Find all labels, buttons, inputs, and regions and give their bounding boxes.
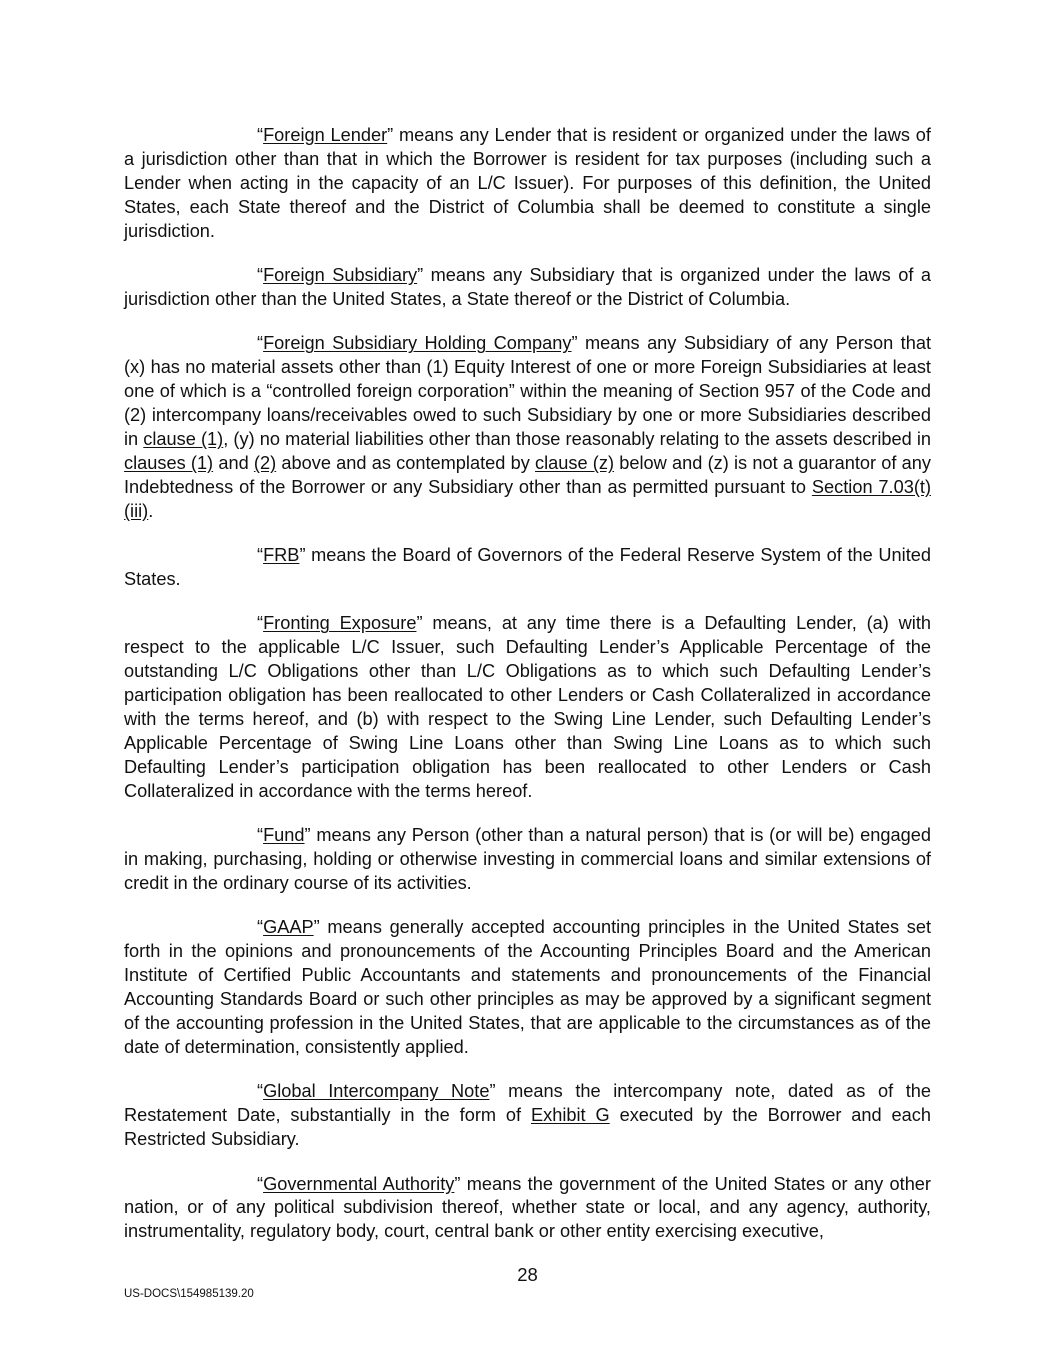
definition-fronting-exposure: “Fronting Exposure” means, at any time there is a Defaulting Lender, (a) with respect to the applicable L/C Issuer, such Defaulting Lender’s Applicable Percentage of the outstanding L/C Obligations other than L/C Obligations as to which such Defaulting Lender’s participation obligation has been reallocated to other Lenders or Cash Collateralized in accordance with the terms hereof, and (b) with respect to the Swing Line Lender, such Defaulting Lender’s Applicable Percentage of Swing Line Loans other than Swing Line Loans as to which such Defaulting Lender’s participation obligation has been reallocated to other Lenders or Cash Collateralized in accordance with the terms hereof. — [124, 613, 931, 801]
definition-global-intercompany-note: “Global Intercompany Note” means the intercompany note, dated as of the Restatement Date, substantially in the form of Exhibit G executed by the Borrower and each Restricted Subsidiary. — [124, 1081, 931, 1150]
cross-reference: clause (z) — [535, 452, 615, 473]
defined-term: Governmental Authority — [263, 1173, 455, 1194]
definition-text: and — [213, 452, 254, 473]
cross-reference: Exhibit G — [531, 1105, 610, 1126]
document-id: US-DOCS\154985139.20 — [124, 1288, 254, 1300]
definition-text: , (y) no material liabilities other than those reasonably relating to the assets described in — [223, 428, 931, 449]
definition-fund: “Fund” means any Person (other than a natural person) that is (or will be) engaged in making, purchasing, holding or otherwise investing in commercial loans and similar extensions of credit in the ordinary course of its activities. — [124, 825, 931, 893]
definition-foreign-subsidiary: “Foreign Subsidiary” means any Subsidiary that is organized under the laws of a jurisdiction other than the United States, a State thereof or the District of Columbia. — [124, 265, 931, 309]
defined-term: Fund — [263, 825, 305, 846]
definition-text: above and as contemplated by — [276, 452, 536, 473]
definition-foreign-lender: “Foreign Lender” means any Lender that is resident or organized under the laws of a jurisdiction other than that in which the Borrower is resident for tax purposes (including such a Lender when acting in the capacity of an L/C Issuer). For purposes of this definition, the United States, each State thereof and the District of Columbia shall be deemed to constitute a single jurisdiction. — [124, 125, 931, 241]
definition-gaap: “GAAP” means generally accepted accounting principles in the United States set forth in the opinions and pronouncements of the Accounting Principles Board and the American Institute of Certified Public Accountants and statements and pronouncements of the Financial Accounting Standards Board or such other principles as may be approved by a significant segment of the accounting profession in the United States, that are applicable to the circumstances as of the date of determination, consistently applied. — [124, 917, 931, 1057]
defined-term: GAAP — [263, 917, 314, 938]
document-body — [124, 124, 931, 1265]
definition-text: executed by the Borrower and each Restricted Subsidiary. — [124, 1105, 931, 1150]
definition-text: means the intercompany note, dated as of the Restatement Date, substantially in the form of — [124, 1081, 931, 1126]
definition-foreign-subsidiary-holding-company: “Foreign Subsidiary Holding Company” means any Subsidiary of any Person that (x) has no material assets other than (1) Equity Interest of one or more Foreign Subsidiaries at least one of which is a “controlled foreign corporation” within the meaning of Section 957 of the Code and (2) intercompany loans/receivables owed to such Subsidiary by one or more Subsidiaries described in clause (1), (y) no material liabilities other than those reasonably relating to the assets described in clauses (1) and (2) above and as contemplated by clause (z) below and (z) is not a guarantor of any Indebtedness of the Borrower or any Subsidiary other than as permitted pursuant to Section 7.03(t)(iii). — [124, 333, 931, 521]
definition-text: means the government of the United States or any other nation, or of any political subdivision thereof, whether state or local, and any agency, authority, instrumentality, regulatory body, court, central bank or other entity exercising executive, — [124, 1173, 931, 1242]
definition-text: means any Person (other than a natural person) that is (or will be) engaged in making, purchasing, holding or otherwise investing in commercial loans and similar extensions of credit in the ordinary course of its activities. — [124, 825, 931, 893]
definition-text: means any Lender that is resident or organized under the laws of a jurisdiction other than that in which the Borrower is resident for tax purposes (including such a Lender when acting in the capacity of an L/C Issuer). For purposes of this definition, the United States, each State thereof and the District of Columbia shall be deemed to constitute a single jurisdiction. — [124, 125, 931, 241]
cross-reference: clause (1) — [143, 428, 224, 449]
page-number: 28 — [517, 1264, 538, 1285]
defined-term: Foreign Subsidiary Holding Company — [263, 333, 572, 354]
definition-governmental-authority: “Governmental Authority” means the government of the United States or any other nation, or of any political subdivision thereof, whether state or local, and any agency, authority, instrumentality, regulatory body, court, central bank or other entity exercising executive, — [124, 1173, 931, 1242]
definition-frb: “FRB” means the Board of Governors of the Federal Reserve System of the United States. — [124, 545, 931, 589]
cross-reference: Section 7.03(t)(iii) — [124, 476, 931, 521]
defined-term: Global Intercompany Note — [263, 1081, 490, 1102]
defined-term: Foreign Lender — [263, 125, 388, 145]
definition-text: below and (z) is not a guarantor of any Indebtedness of the Borrower or any Subsidiary other than as permitted pursuant to — [124, 452, 931, 497]
definition-text: means any Subsidiary of any Person that (x) has no material assets other than (1) Equity Interest of one or more Foreign Subsidiaries at least one of which is a “controlled foreign corporation” within the meaning of Section 957 of the Code and (2) intercompany loans/receivables owed to such Subsidiary by one or more Subsidiaries described in — [124, 333, 931, 449]
cross-reference: clauses (1) — [124, 452, 214, 473]
definition-text: means generally accepted accounting principles in the United States set forth in the opinions and pronouncements of the Accounting Principles Board and the American Institute of Certified Public Accountants and statements and pronouncements of the Financial Accounting Standards Board or such other principles as may be approved by a significant segment of the accounting profession in the United States, that are applicable to the circumstances as of the date of determination, consistently applied. — [124, 917, 931, 1057]
defined-term: Fronting Exposure — [263, 613, 417, 634]
cross-reference: (2) — [253, 452, 277, 473]
definition-text: means the Board of Governors of the Federal Reserve System of the United States. — [124, 545, 931, 589]
definition-text: . — [148, 500, 154, 521]
definition-text: means any Subsidiary that is organized under the laws of a jurisdiction other than the United States, a State thereof or the District of Columbia. — [124, 265, 931, 309]
definition-text: means, at any time there is a Defaulting Lender, (a) with respect to the applicable L/C Issuer, such Defaulting Lender’s Applicable Percentage of the outstanding L/C Obligations other than L/C Obligations as to which such Defaulting Lender’s participation obligation has been reallocated to other Lenders or Cash Collateralized in accordance with the terms hereof, and (b) with respect to the Swing Line Lender, such Defaulting Lender’s Applicable Percentage of Swing Line Loans other than Swing Line Loans as to which such Defaulting Lender’s participation obligation has been reallocated to other Lenders or Cash Collateralized in accordance with the terms hereof. — [124, 613, 931, 801]
defined-term: Foreign Subsidiary — [263, 265, 418, 286]
defined-term: FRB — [263, 545, 300, 566]
